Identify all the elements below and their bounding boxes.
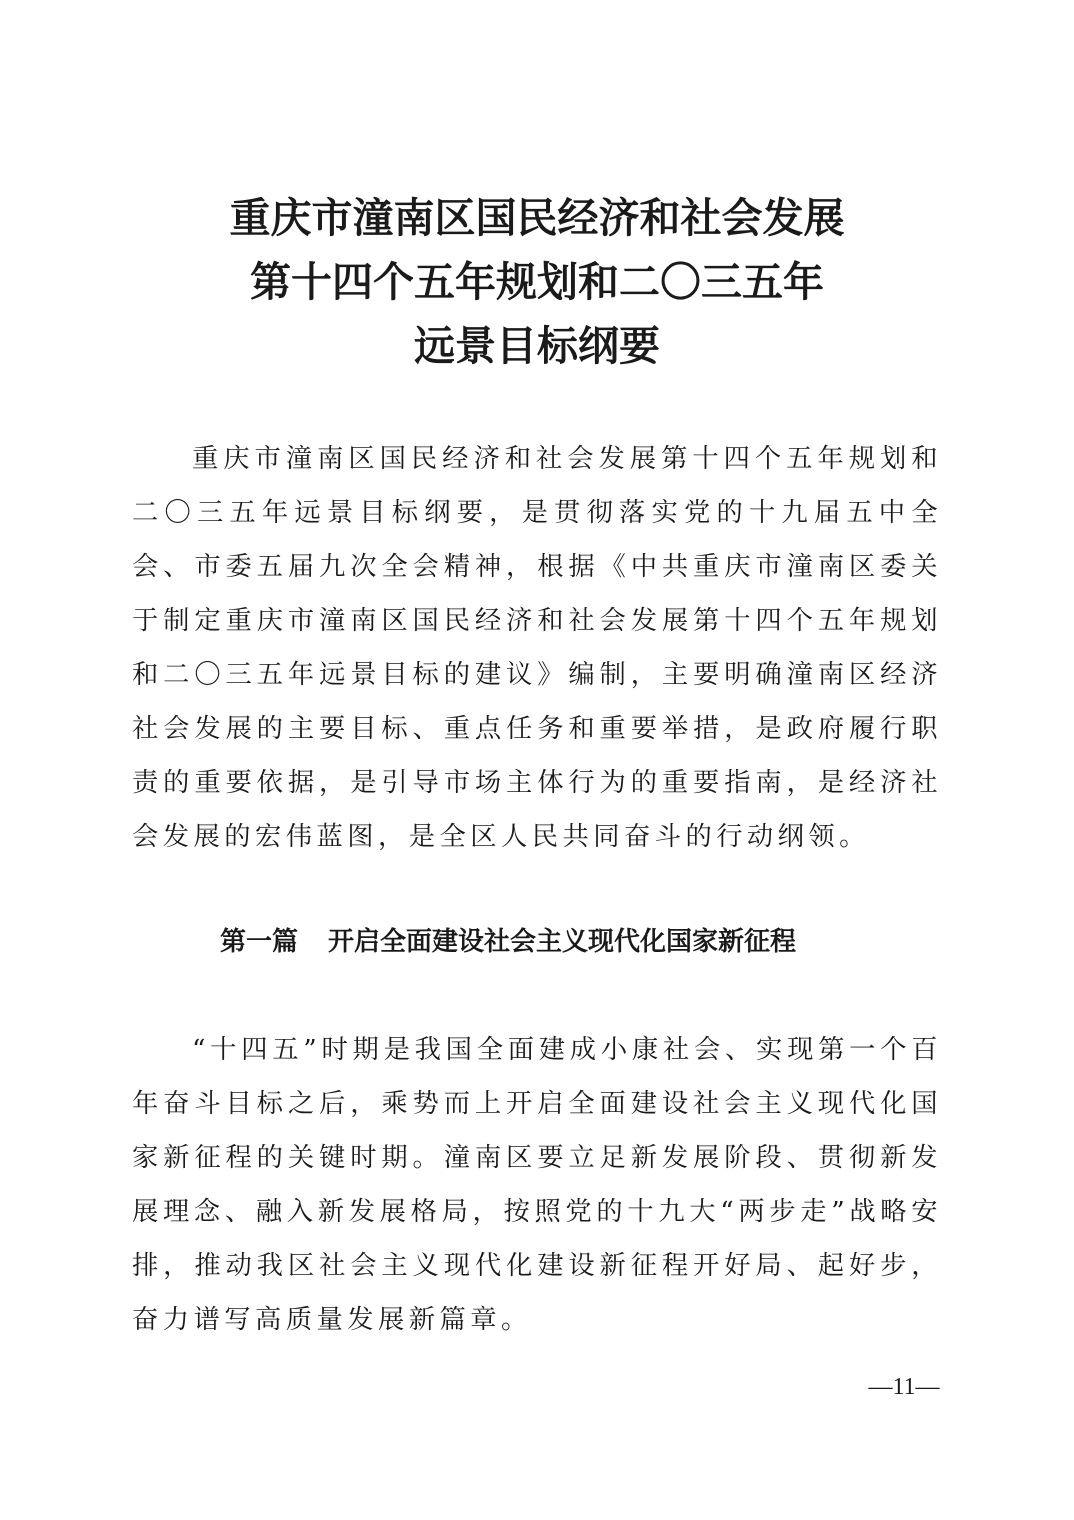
section-number: 第一篇 xyxy=(220,927,299,957)
page-number: —11— xyxy=(868,1374,940,1400)
section-heading xyxy=(220,920,796,964)
title-line-2: 第十四个五年规划和二〇三五年 xyxy=(250,258,824,306)
section-title: 开启全面建设社会主义现代化国家新征程 xyxy=(328,927,797,957)
title-line-3: 远景目标纲要 xyxy=(414,322,660,370)
section-paragraph: “十四五”时期是我国全面建成小康社会、实现第一个百年奋斗目标之后，乘势而上开启全面建设社会主义现代化国家新征程的关键时期。潼南区要立足新发展阶段、贯彻新发展理念、融入新发展格局，按照党的十九大“两步走”战略安排，推动我区社会主义现代化建设新征程开好局、起好步，奋力谱写高质量发展新篇章。 xyxy=(132,1035,942,1335)
title-line-1: 重庆市潼南区国民经济和社会发展 xyxy=(229,194,845,242)
intro-paragraph: 重庆市潼南区国民经济和社会发展第十四个五年规划和二〇三五年远景目标纲要，是贯彻落实党的十九届五中全会、市委五届九次全会精神，根据《中共重庆市潼南区委关于制定重庆市潼南区国民经济和社会发展第十四个五年规划和二〇三五年远景目标的建议》编制，主要明确潼南区经济社会发展的主要目标、重点任务和重要举措，是政府履行职责的重要依据，是引导市场主体行为的重要指南，是经济社会发展的宏伟蓝图，是全区人民共同奋斗的行动纲领。 xyxy=(132,444,942,852)
document-title xyxy=(0,186,1074,378)
